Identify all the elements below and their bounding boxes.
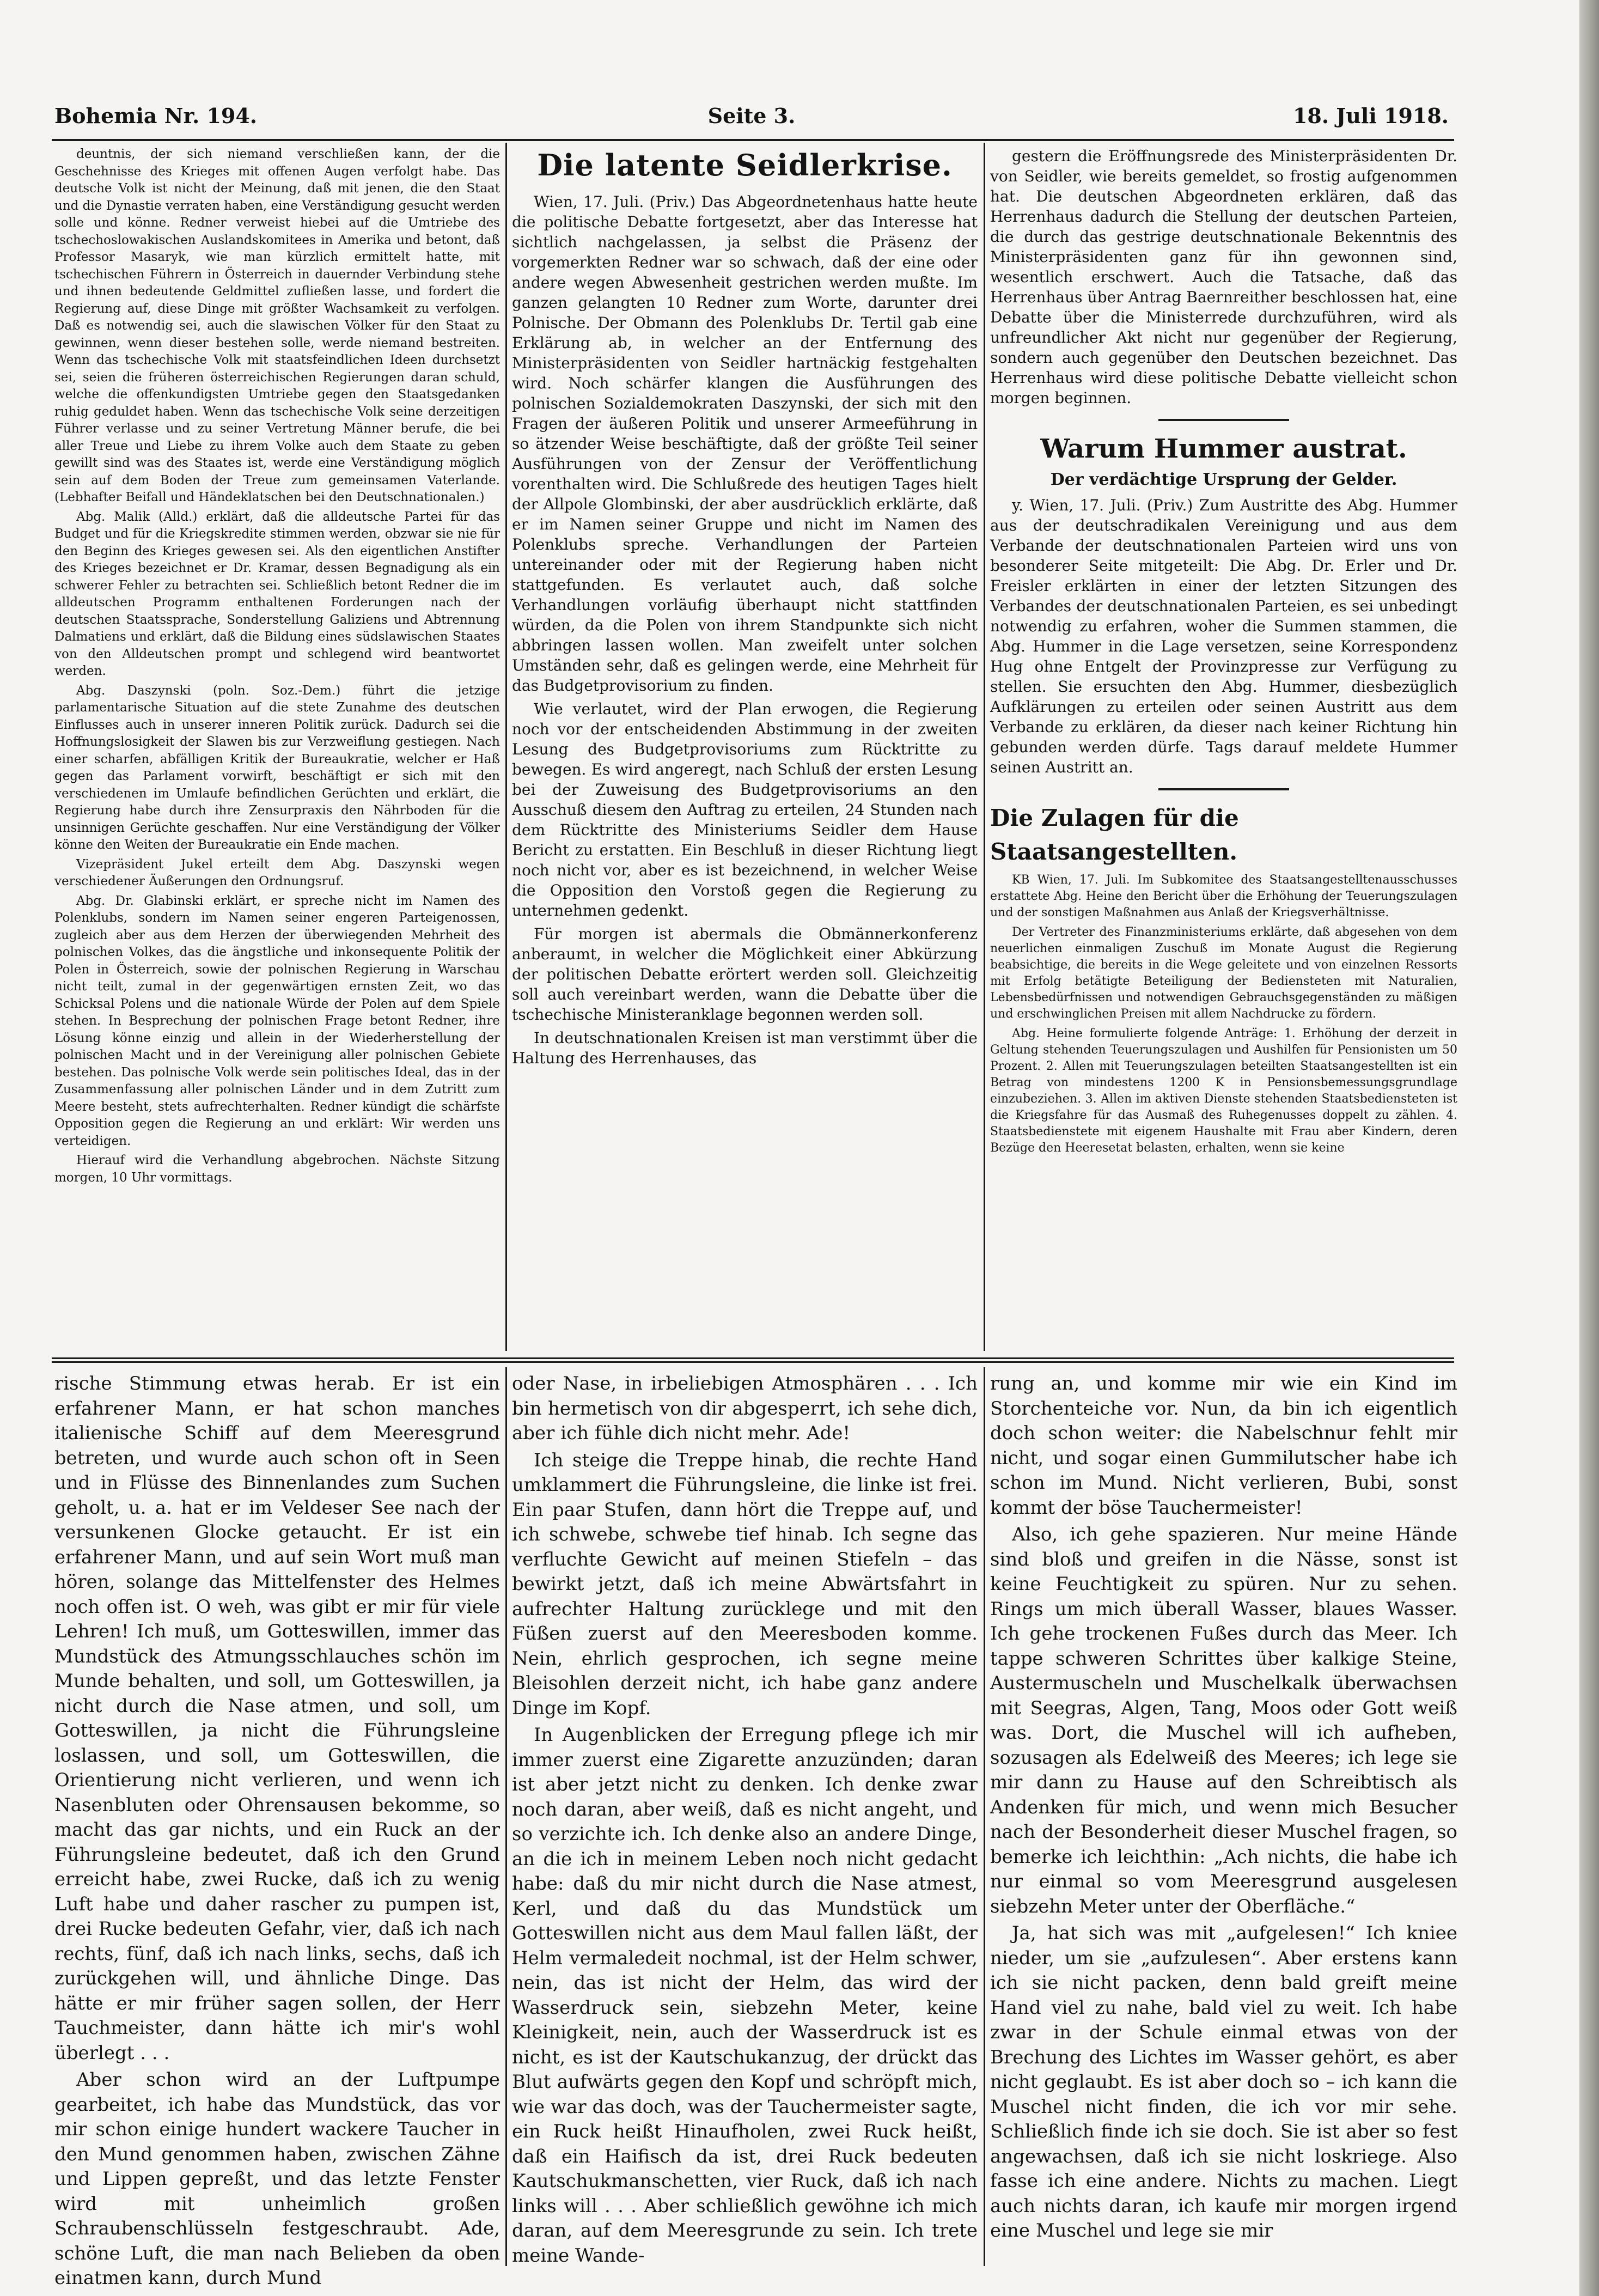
column-divider — [505, 1367, 507, 2266]
feuilleton-column-1 — [54, 1372, 500, 2289]
paragraph: Wien, 17. Juli. (Priv.) Das Abgeordnetenhaus hatte heute die politische Debatte fortgesetzt, aber das Interesse hat sichtlich nachgelassen, ja selbst die Präsenz der vorgemerkten Redner war so schwach, daß der eine oder andere wegen Abwesenheit gestrichen werden mußte. Im ganzen gelangten 10 Redner zum Worte, darunter drei Polnische. Der Obmann des Polenklubs Dr. Tertil gab eine Erklärung ab, in welcher an der Entfernung des Ministerpräsidenten von Seidler hartnäckig festgehalten wird. Noch schärfer klangen die Ausführungen des polnischen Sozialdemokraten Daszynski, der sich mit den Fragen der äußeren Politik und unserer Armeeführung in so ätzender Weise beschäftigte, daß der größte Teil seiner Ausführungen von der Zensur der Veröffentlichung vorenthalten wird. Die Schlußrede des heutigen Tages hielt der Allpole Glombinski, der aber ausdrücklich erklärte, daß er im Namen seiner Gruppe und nicht im Namen des Polenklubs spreche. Verhandlungen der Parteien untereinander oder mit der Regierung haben nicht stattgefunden. Es verlautet auch, daß solche Verhandlungen vorläufig überhaupt nicht stattfinden würden, da die Polen von ihrem Standpunkte sich nicht abbringen lassen wollen. Man zweifelt unter solchen Umständen sehr, daß es gelingen werde, eine Mehrheit für das Budgetprovisorium zu finden. — [512, 193, 978, 695]
paragraph: In Augenblicken der Erregung pflege ich mir immer zuerst eine Zigarette anzuzünden; daran ist aber jetzt nicht zu denken. Ich denke zwar noch daran, aber weiß, daß es nicht angeht, und so verzichte ich. Ich denke also an andere Dinge, an die ich in meinem Leben noch nicht gedacht habe: daß du mir nicht durch die Nase atmest, Kerl, und daß du das Mundstück um Gotteswillen nicht aus dem Maul fallen läßt, der Helm vermaledeit nochmal, ist der Helm schwer, nein, das ist nicht der Helm, das wird der Wasserdruck sein, siebzehn Meter, keine Kleinigkeit, nein, auch der Wasserdruck ist es nicht, es ist der Kautschukanzug, der drückt das Blut aufwärts gegen den Kopf und schröpft mich, wie war das doch, was der Tauchermeister sagte, ein Ruck heißt Hinaufholen, zwei Ruck heißt, daß ein Haifisch da ist, drei Ruck bedeuten Kautschukmanschetten, vier Ruck, daß ich nach links will . . . Aber schließlich gewöhne ich mich daran, auf dem Meeresgrunde zu sein. Ich trete meine Wande- — [512, 1724, 978, 2267]
paragraph: rische Stimmung etwas herab. Er ist ein erfahrener Mann, er hat schon manches italienische Schiff auf dem Meeresgrund betreten, und wurde auch schon oft in Seen und in Flüsse des Binnenlandes zum Suchen geholt, u. a. hat er im Veldeser See nach der versunkenen Glocke getaucht. Er ist ein erfahrener Mann, und auf sein Wort muß man hören, solange das Mittelfenster des Helmes noch offen ist. O weh, was gibt er mir für viele Lehren! Ich muß, um Gotteswillen, immer das Mundstück des Atmungsschlauches schön im Munde behalten, und soll, um Gotteswillen, ja nicht durch die Nase atmen, und soll, um Gotteswillen, ja nicht die Führungsleine loslassen, und soll, um Gotteswillen, die Orientierung nicht verlieren, und wenn ich Nasenbluten oder Ohrensausen bekomme, so macht das gar nichts, und ein Ruck an der Führungsleine bedeutet, daß ich den Grund erreicht habe, zwei Rucke, daß ich zu wenig Luft habe und daher rascher zu pumpen ist, drei Rucke bedeuten Gefahr, vier, daß ich nach rechts, fünf, daß ich nach links, sechs, daß ich zurückgehen will, und ähnliche Dinge. Das hätte er mir früher sagen sollen, der Herr Tauchmeister, dann hätte ich mir's wohl überlegt . . . — [54, 1373, 500, 2064]
header-date: 18. Juli 1918. — [1292, 103, 1449, 128]
paragraph: Vizepräsident Jukel erteilt dem Abg. Daszynski wegen verschiedener Äußerungen den Ordnungsruf. — [54, 857, 500, 888]
paragraph: Für morgen ist abermals die Obmännerkonferenz anberaumt, in welcher die Möglichkeit einer Abkürzung der politischen Debatte erörtert werden soll. Gleichzeitig soll auch vereinbart werden, wann die Debatte über die tschechische Ministeranklage begonnen werden soll. — [512, 925, 978, 1024]
paragraph: Abg. Heine formulierte folgende Anträge: 1. Erhöhung der derzeit in Geltung stehenden Teuerungszulagen und Aushilfen für Pensionisten um 50 Prozent. 2. Allen mit Teuerungszulagen beteilten Staatsangestellten ist ein Betrag von mindestens 1200 K in Pensionsbemessungsgrundlage einzubeziehen. 3. Allen im aktiven Dienste stehenden Staatsbediensteten ist die Kriegsfahre für das Ausmaß des Ruhegenusses doppelt zu zählen. 4. Staatsbedienstete mit eigenem Haushalte mit Frau aber Kindern, deren Bezüge den Heeresetat belasten, erhalten, wenn sie keine — [990, 1027, 1457, 1155]
paragraph: Aber schon wird an der Luftpumpe gearbeitet, ich habe das Mundstück, das vor mir schon einige hundert wackere Taucher in den Mund genommen haben, zwischen Zähne und Lippen gepreßt, und das letzte Fenster wird mit unheimlich großen Schraubenschlüsseln festgeschraubt. Ade, schöne Luft, die man nach Belieben da oben einatmen kann, durch Mund — [54, 2069, 500, 2289]
feuilleton-column-2 — [512, 1372, 978, 2265]
paragraph: oder Nase, in irbeliebigen Atmosphären . . . Ich bin hermetisch von dir abgesperrt, ich sehe dich, aber ich fühle dich nicht mehr. Ade! — [512, 1373, 978, 1444]
column-divider — [505, 143, 507, 1351]
header-rule — [52, 139, 1454, 141]
paragraph: deuntnis, der sich niemand verschließen kann, der die Geschehnisse des Krieges mit offenen Augen verfolgt habe. Das deutsche Volk ist nicht der Meinung, daß mit jenen, die den Staat und die Dynastie verraten haben, eine Verständigung gesucht werden solle und könne. Redner verweist hiebei auf die Umtriebe des tschechoslowakischen Auslandskomitees in Amerika und betont, daß Professor Masaryk, wie man kürzlich ermittelt hatte, mit tschechischen Führern in Österreich in dauernder Verbindung stehe und ihnen bedeutende Geldmittel zufließen lasse, und fordert die Regierung auf, diese Dinge mit größter Wachsamkeit zu verfolgen. Daß es notwendig sei, auch die slawischen Völker für den Staat zu gewinnen, wenn dieser bestehen solle, werde niemand bestreiten. Wenn das tschechische Volk mit staatsfeindlichen Ideen durchsetzt sei, seien die früheren österreichischen Regierungen daran schuld, welche die offenkundigsten Umtriebe gegen den Staatsgedanken ruhig geduldet haben. Wenn das tschechische Volk seine derzeitigen Führer verlasse und zu seiner Vertretung Männer berufe, die bei aller Treue und Liebe zu ihrem Volke auch dem Staate zu geben gewillt sind was des Staates ist, werde eine Verständigung möglich sein auf dem Boden der Treue zum gemeinsamen Vaterlande. (Lebhafter Beifall und Händeklatschen bei den Deutschnationalen.) — [54, 147, 501, 504]
header-publication: Bohemia Nr. 194. — [54, 103, 258, 128]
paragraph: Also, ich gehe spazieren. Nur meine Hände sind bloß und greifen in die Nässe, sonst ist keine Feuchtigkeit zu spüren. Nur zu sehen. Rings um mich überall Wasser, blaues Wasser. Ich gehe trockenen Fußes durch das Meer. Ich tappe schweren Schrittes über kalkige Steine, Austermuscheln und Muschelkalk überwachsen mit Seegras, Algen, Tang, Moos oder Gott weiß was. Dort, die Muschel will ich aufheben, sozusagen als Edelweiß des Meeres; ich lege sie mir dann zu Hause auf den Schreibtisch als Andenken für mich, und wenn mich Besucher nach der Besonderheit dieser Muschel fragen, so bemerke ich leichthin: „Ach nichts, die habe ich nur einmal so vom Meeresgrund ausgelesen siebzehn Meter unter der Oberfläche.“ — [990, 1524, 1457, 1917]
column-parliament-report — [54, 146, 500, 1349]
paragraph: Abg. Malik (Alld.) erklärt, daß die alldeutsche Partei für das Budget und für die Kriegskredite stimmen werden, obzwar sie nie für den Beginn des Krieges gewesen sei. Als den eigentlichen Anstifter des Krieges bezeichnet er Dr. Kramar, dessen Begnadigung als ein schwerer Fehler zu betrachten sei. Schließlich betont Redner die im alldeutschen Programm enthaltenen Forderungen nach der deutschen Staatssprache, Sonderstellung Galiziens und Abtrennung Dalmatiens und erklärt, daß die Bildung eines südslawischen Staates von den Alldeutschen prompt und schlegend wird beantwortet werden. — [54, 509, 500, 678]
paragraph: KB Wien, 17. Juli. Im Subkomitee des Staatsangestelltenausschusses erstattete Abg. Heine den Bericht über die Erhöhung der Teuerungszulagen und der sonstigen Maßnahmen aus Anlaß der Kriegsverhältnisse. — [990, 873, 1457, 919]
article-headline: Warum Hummer austrat. — [1040, 434, 1407, 464]
page-edge-shadow — [1579, 0, 1599, 2296]
column-seidler-crisis — [512, 146, 978, 1349]
article-separator — [1158, 419, 1289, 421]
paragraph: Der Vertreter des Finanzministeriums erklärte, daß abgesehen von dem neuerlichen einmaligen Zuschuß im Monate August die Regierung beabsichtige, die bereits in die Wege geleitete und von einzelnen Ressorts mit Erfolg betätigte Beteiligung der Bediensteten mit Naturalien, Lebensbedürfnissen und notwendigen Gebrauchsgegenständen zu mäßigen und erschwinglichen Preisen mit allem Nachdrucke zu fördern. — [990, 925, 1457, 1021]
article-separator — [1158, 788, 1289, 790]
page-header — [54, 103, 1449, 136]
article-headline: Die Zulagen für die Staatsangestellten. — [990, 805, 1239, 865]
column-divider — [984, 143, 985, 1351]
feuilleton-separator — [52, 1357, 1454, 1363]
paragraph: Hierauf wird die Verhandlung abgebrochen. Nächste Sitzung morgen, 10 Uhr vormittags. — [54, 1153, 500, 1185]
feuilleton-column-3 — [990, 1372, 1457, 2265]
article-headline: Die latente Seidlerkrise. — [537, 148, 953, 182]
paragraph: Abg. Daszynski (poln. Soz.-Dem.) führt die jetzige parlamentarische Situation auf die stete Zunahme des deutschen Einflusses auch in unserer inneren Politik zurück. Dadurch sei die Hoffnungslosigkeit der Slawen bis zur Verzweiflung gestiegen. Nach einer scharfen, abfälligen Kritik der Bureaukratie, welcher er Haß gegen das Parlament vorwirft, beschäftigt er sich mit den verschiedenen im Umlaufe befindlichen Gerüchten und erklärt, die Regierung habe durch ihre Zensurpraxis den Nährboden für die unsinnigen Gerüchte geschaffen. Nur eine Verständigung der Völker könne den Weiten der Bureaukratie ein Ende machen. — [54, 683, 500, 852]
paragraph: y. Wien, 17. Juli. (Priv.) Zum Austritte des Abg. Hummer aus der deutschradikalen Vereinigung und aus dem Verbande der deutschnationalen Parteien wird uns von besonderer Seite mitgeteilt: Die Abg. Dr. Erler und Dr. Freisler erklärten in einer der letzten Sitzungen des Verbandes der deutschnationalen Parteien, es sei unbedingt notwendig zu erfahren, woher die Summen stammen, die Abg. Hummer in die Lage versetzen, seine Korrespondenz Hug ohne Entgelt der Provinzpresse zur Verfügung zu stellen. Sie ersuchten den Abg. Hummer, diesbezüglich Aufklärungen zu erteilen oder seinen Austritt aus dem Verbande zu erklären, da dieser nach keiner Richtung hin gebunden werden dürfe. Tags darauf meldete Hummer seinen Austritt an. — [990, 496, 1457, 776]
paragraph: Abg. Dr. Glabinski erklärt, er spreche nicht im Namen des Polenklubs, sondern im Namen seiner engeren Parteigenossen, zugleich aber aus dem Herzen der überwiegenden Mehrheit des polnischen Volkes, das die ängstliche und inkonsequente Politik der Polen in Österreich, sowie der polnischen Regierung in Warschau nicht teilt, zumal in der gegenwärtigen ernsten Zeit, wo das Schicksal Polens und die nationale Würde der Polen auf dem Spiele stehen. In Besprechung der polnischen Frage betont Redner, ihre Lösung könne einzig und allein in der Wiederherstellung der polnischen Macht und in der Vereinigung aller polnischen Gebiete bestehen. Das polnische Volk werde sein politisches Ideal, das in der Zusammenfassung aller polnischen Länder und in dem Zutritt zum Meere besteht, stets aufrechterhalten. Redner kündigt die schärfste Opposition gegen die Regierung an und erklärt: Wir werden uns verteidigen. — [54, 893, 500, 1148]
paragraph: rung an, und komme mir wie ein Kind im Storchenteiche vor. Nun, da bin ich eigentlich doch schon weiter: die Nabelschnur fehlt mir nicht, und sogar einen Gummilutscher habe ich schon im Mund. Nicht verlieren, Bubi, sonst kommt der böse Tauchermeister! — [990, 1373, 1457, 1519]
paragraph: Wie verlautet, wird der Plan erwogen, die Regierung noch vor der entscheidenden Abstimmung in der zweiten Lesung des Budgetprovisoriums zum Rücktritte zu bewegen. Es wird angeregt, nach Schluß der ersten Lesung bei der Zuweisung des Budgetprovisoriums an den Ausschuß diesem den Auftrag zu erteilen, 24 Stunden nach dem Rücktritte des Ministeriums Seidler dem Hause Bericht zu erstatten. Ein Beschluß in dieser Richtung liegt noch nicht vor, aber es ist bezeichnend, in welcher Weise die Opposition den Vorstoß gegen die Regierung zu unternehmen gedenkt. — [512, 700, 978, 919]
paragraph: gestern die Eröffnungsrede des Ministerpräsidenten Dr. von Seidler, wie bereits gemeldet, so frostig aufgenommen hat. Die deutschen Abgeordneten erklären, daß das Herrenhaus dadurch die Stellung der deutschen Parteien, die durch das gestrige deutschnationale Bekenntnis des Ministerpräsidenten ganz für ihn gewonnen sind, wesentlich erschwert. Auch die Tatsache, daß das Herrenhaus über Antrag Baernreither beschlossen hat, eine Debatte über die Ministerrede durchzuführen, wird als unfreundlicher Akt nicht nur gegenüber der Regierung, sondern auch gegenüber den Deutschen bezeichnet. Das Herrenhaus wird diese politische Debatte vielleicht schon morgen beginnen. — [990, 147, 1457, 407]
column-divider — [984, 1367, 985, 2266]
paragraph: In deutschnationalen Kreisen ist man verstimmt über die Haltung des Herrenhauses, das — [512, 1029, 978, 1067]
article-subheadline: Der verdächtige Ursprung der Gelder. — [1050, 470, 1397, 489]
paragraph: Ich steige die Treppe hinab, die rechte Hand umklammert die Führungsleine, die linke ist frei. Ein paar Stufen, dann hört die Treppe auf, und ich schwebe, schwebe tief hinab. Ich segne das verfluchte Gewicht auf meinen Stiefeln – das bewirkt jetzt, daß ich meine Abwärtsfahrt in aufrechter Haltung zurücklege und mit den Füßen zuerst auf den Meeresboden komme. Nein, ehrlich gesprochen, ich segne meine Bleisohlen derzeit nicht, ich habe ganz andere Dinge im Kopf. — [512, 1449, 978, 1719]
paragraph: Ja, hat sich was mit „aufgelesen!“ Ich kniee nieder, um sie „aufzulesen“. Aber erstens kann ich sie nicht packen, denn bald greift meine Hand viel zu nahe, bald viel zu weit. Ich habe zwar in der Schule einmal etwas von der Brechung des Lichtes im Wasser gehört, es aber nicht geglaubt. Es ist aber doch so – ich kann die Muschel nicht finden, die ich vor mir sehe. Schließlich finde ich sie doch. Sie ist aber so fest angewachsen, daß ich sie nicht loskriege. Also fasse ich eine andere. Nichts zu machen. Liegt auch nichts daran, ich kaufe mir morgen irgend eine Muschel und lege sie mir — [990, 1922, 1457, 2242]
header-page-number: Seite 3. — [707, 103, 796, 128]
column-hummer-and-allowances — [990, 146, 1457, 1349]
